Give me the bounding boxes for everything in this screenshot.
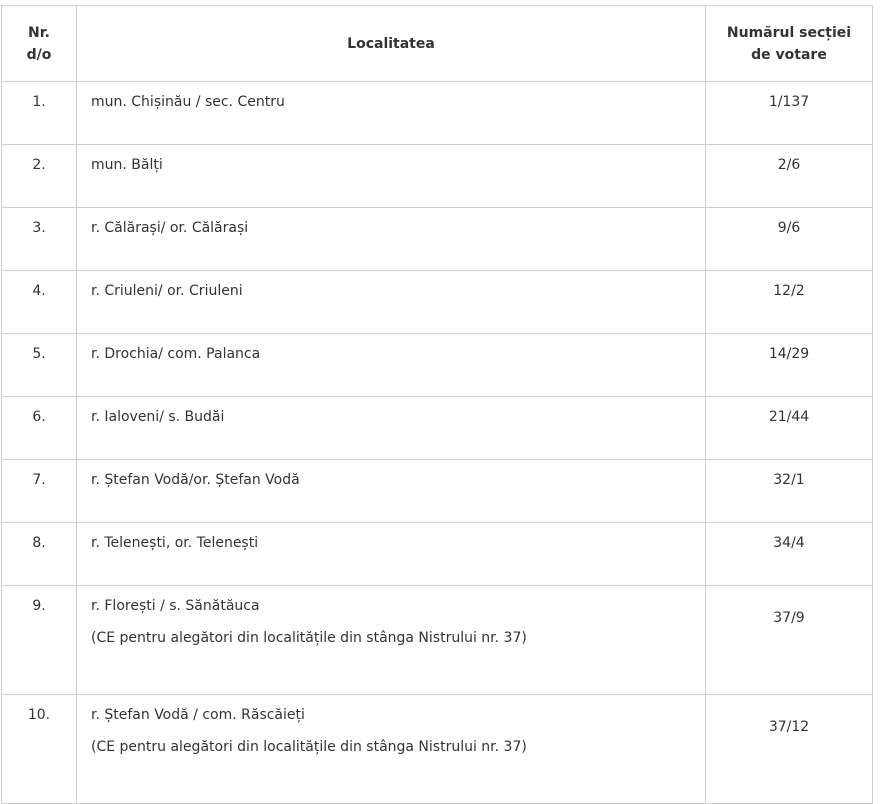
row-station: 37/12	[706, 695, 873, 804]
row-number: 5.	[2, 334, 77, 397]
row-station: 12/2	[706, 271, 873, 334]
row-station: 9/6	[706, 208, 873, 271]
table-row	[2, 586, 873, 695]
table-row	[2, 695, 873, 804]
row-locality: r. Drochia/ com. Palanca	[77, 334, 706, 397]
row-station: 32/1	[706, 460, 873, 523]
table-row	[2, 334, 873, 397]
row-number: 1.	[2, 82, 77, 145]
row-locality: mun. Bălți	[77, 145, 706, 208]
row-note: (CE pentru alegători din localitățile din stânga Nistrului nr. 37)	[91, 739, 527, 755]
row-locality: mun. Chișinău / sec. Centru	[77, 82, 706, 145]
table-row	[2, 82, 873, 145]
table-row	[2, 460, 873, 523]
row-number: 7.	[2, 460, 77, 523]
row-locality: r. Telenești, or. Telenești	[77, 523, 706, 586]
row-locality: r. Florești / s. Sănătăuca	[91, 598, 260, 614]
header-nr	[2, 6, 77, 82]
row-number: 8.	[2, 523, 77, 586]
polling-stations-table	[1, 5, 873, 804]
header-nr-line2: d/o	[26, 46, 52, 63]
table-row	[2, 397, 873, 460]
row-station: 21/44	[706, 397, 873, 460]
row-locality-cell	[77, 695, 706, 804]
row-station: 37/9	[706, 586, 873, 695]
row-locality: r. Călărași/ or. Călărași	[77, 208, 706, 271]
header-sectie	[706, 6, 873, 82]
table-header-row	[2, 6, 873, 82]
row-station: 14/29	[706, 334, 873, 397]
row-locality: r. Criuleni/ or. Criuleni	[77, 271, 706, 334]
row-locality: r. Ștefan Vodă/or. Ștefan Vodă	[77, 460, 706, 523]
header-sectie-line2: de votare	[751, 46, 827, 63]
row-note: (CE pentru alegători din localitățile din stânga Nistrului nr. 37)	[91, 630, 527, 646]
header-sectie-line1: Numărul secției	[726, 24, 852, 41]
row-number: 10.	[2, 695, 77, 804]
header-localitate: Localitatea	[77, 6, 706, 82]
row-number: 6.	[2, 397, 77, 460]
header-nr-line1: Nr.	[28, 24, 50, 41]
row-number: 3.	[2, 208, 77, 271]
row-station: 2/6	[706, 145, 873, 208]
row-locality-cell	[77, 586, 706, 695]
row-number: 9.	[2, 586, 77, 695]
table-row	[2, 145, 873, 208]
row-station: 34/4	[706, 523, 873, 586]
row-station: 1/137	[706, 82, 873, 145]
table-row	[2, 208, 873, 271]
row-number: 2.	[2, 145, 77, 208]
row-number: 4.	[2, 271, 77, 334]
table-row	[2, 523, 873, 586]
table-row	[2, 271, 873, 334]
row-locality: r. Ialoveni/ s. Budăi	[77, 397, 706, 460]
row-locality: r. Ștefan Vodă / com. Răscăieți	[91, 707, 305, 723]
